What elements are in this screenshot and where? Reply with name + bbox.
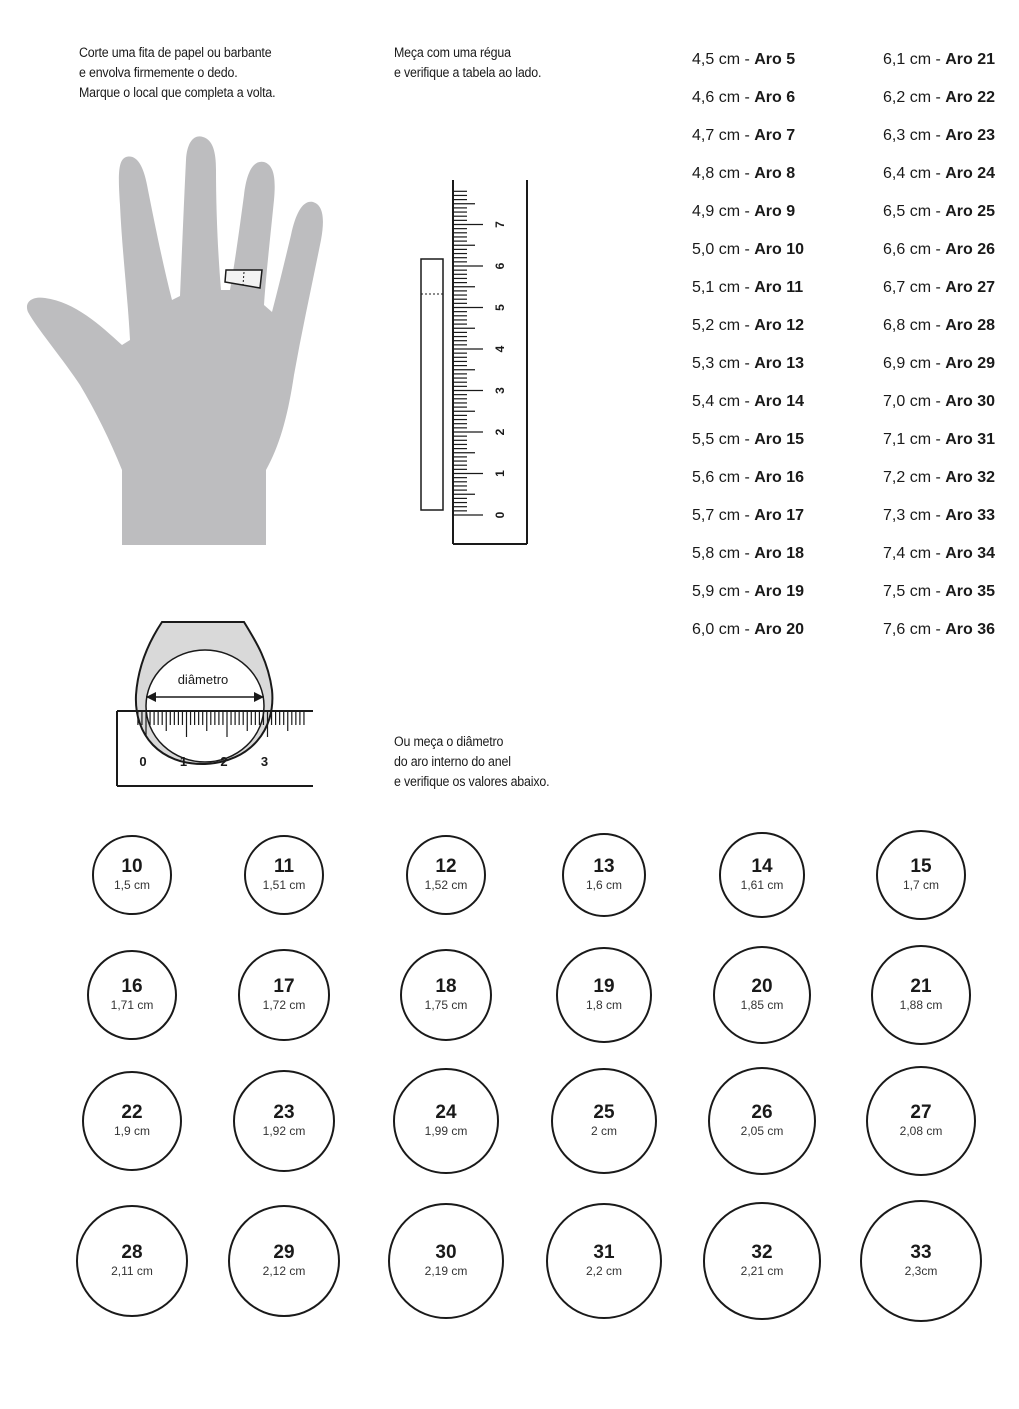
size-aro: Aro 16 [754,469,805,486]
size-circumference: 6,7 cm - [883,279,946,296]
size-aro: Aro 24 [945,165,996,182]
size-circumference: 5,2 cm - [692,317,755,334]
ring-size-diameter: 2,08 cm [899,1123,943,1138]
ring-size-number: 13 [593,855,615,877]
ruler-tick-label: 1 [179,754,188,769]
size-table-row [883,41,995,79]
size-aro: Aro 20 [754,621,805,638]
size-table-row [692,231,804,269]
size-aro: Aro 11 [754,279,804,296]
ring-size-diameter: 2,19 cm [424,1263,468,1278]
size-circumference: 4,6 cm - [692,89,755,106]
size-table-row [692,497,804,535]
ring-size-circle [562,833,647,918]
ring-size-number: 22 [121,1101,143,1123]
size-circumference: 6,8 cm - [883,317,946,334]
size-circumference: 7,3 cm - [883,507,946,524]
size-circumference: 6,6 cm - [883,241,946,258]
ruler-tick-label: 5 [493,304,508,311]
size-table-row [883,421,995,459]
ring-size-number: 10 [121,856,143,877]
size-table-right [883,41,995,649]
size-table-row [883,79,995,117]
ring-size-circle [876,830,966,920]
ruler-tick-label: 4 [493,345,508,353]
size-circumference: 7,0 cm - [883,393,946,410]
size-aro: Aro 27 [945,279,996,296]
ring-size-number: 27 [910,1101,932,1123]
ring-size-circle [87,950,178,1041]
size-circumference: 5,3 cm - [692,355,755,372]
ring-size-number: 25 [593,1102,615,1123]
ring-size-circle [233,1070,335,1172]
ring-size-circle [871,945,971,1045]
ring-size-diameter: 1,5 cm [113,878,150,892]
size-table-row [883,459,995,497]
ring-size-number: 18 [435,976,457,997]
ring-size-diameter: 2,12 cm [262,1263,306,1278]
size-table-left [692,41,804,649]
size-aro: Aro 35 [945,583,996,600]
ring-size-diameter: 1,72 cm [262,997,306,1012]
ring-size-diameter: 1,61 cm [740,877,784,892]
size-aro: Aro 28 [945,317,996,334]
ring-size-circle [860,1200,982,1322]
ring-size-diameter: 2,21 cm [740,1263,784,1278]
ring-size-number: 11 [273,855,295,877]
tape-instruction-line: Corte uma fita de papel ou barbante [79,45,272,60]
ring-size-diameter: 2,2 cm [585,1263,622,1278]
size-table-row [883,231,995,269]
size-circumference: 7,5 cm - [883,583,946,600]
ring-size-diameter: 1,51 cm [262,877,306,892]
ring-size-diameter: 1,71 cm [110,997,154,1012]
ring-size-number: 29 [273,1241,295,1263]
ring-size-number: 31 [593,1241,615,1263]
ruler-tick-label: 2 [220,754,228,769]
ring-size-number: 21 [910,975,932,997]
ring-size-circle [719,832,804,917]
size-table-row [883,497,995,535]
ring-size-circle [708,1067,817,1176]
ring-size-circle [76,1205,188,1317]
ring-size-circle [866,1066,976,1176]
ruler-tick-label: 0 [493,511,508,519]
ruler-instruction-line: Meça com uma régua [394,45,511,60]
size-circumference: 4,9 cm - [692,203,755,220]
size-table-row [692,573,804,611]
ring-size-diameter: 2,3cm [904,1263,938,1278]
ring-size-number: 30 [435,1241,457,1263]
ring-size-diameter: 1,75 cm [424,998,468,1012]
size-aro: Aro 15 [754,431,805,448]
hand-icon [27,136,323,545]
ring-size-diameter: 1,85 cm [740,997,784,1012]
size-table-row [692,41,804,79]
size-table-row [883,117,995,155]
size-aro: Aro 6 [754,89,796,106]
ring-size-number: 15 [910,856,932,877]
ring-size-diameter: 2,05 cm [740,1123,784,1138]
size-circumference: 4,8 cm - [692,165,755,182]
size-table-row [883,535,995,573]
ring-size-number: 16 [121,975,143,997]
ring-size-number: 17 [273,975,295,997]
size-circumference: 4,7 cm - [692,127,755,144]
ring-size-number: 19 [593,975,615,997]
ring-size-number: 32 [751,1241,773,1263]
size-aro: Aro 7 [754,127,796,144]
size-table-row [883,573,995,611]
size-circumference: 6,4 cm - [883,165,946,182]
size-circumference: 5,9 cm - [692,583,755,600]
size-aro: Aro 17 [754,507,805,524]
size-aro: Aro 22 [945,89,996,106]
ruler-tick-label: 1 [493,470,508,477]
diameter-instruction-line: do aro interno do anel [394,754,511,769]
size-table-row [883,345,995,383]
size-table-row [692,269,804,307]
size-table-row [692,421,804,459]
size-circumference: 7,2 cm - [883,469,946,486]
ring-size-number: 20 [751,975,773,997]
ring-size-circle [82,1071,183,1172]
size-circumference: 6,5 cm - [883,203,946,220]
ring-size-circle [388,1203,504,1319]
size-table-row [692,155,804,193]
size-table-row [692,307,804,345]
size-table-row [883,611,995,649]
size-aro: Aro 9 [754,203,796,220]
size-aro: Aro 14 [754,393,805,410]
size-circumference: 5,0 cm - [692,241,755,258]
ring-size-diameter: 1,6 cm [585,877,622,892]
size-table-row [692,383,804,421]
size-aro: Aro 19 [754,583,805,600]
ring-size-number: 12 [435,855,457,877]
ring-size-number: 14 [751,855,773,877]
size-circumference: 5,5 cm - [692,431,755,448]
diameter-label: diâmetro [177,672,229,687]
ring-size-circles [0,830,1019,1390]
size-aro: Aro 10 [754,241,805,258]
size-table-row [692,117,804,155]
ring-size-number: 23 [273,1101,295,1123]
diameter-instruction-line: Ou meça o diâmetro [394,734,504,749]
ruler-tick-label: 7 [493,221,508,228]
size-table-row [883,193,995,231]
ring-size-circle [393,1068,498,1173]
ring-diameter-diagram [117,622,313,786]
ring-size-number: 26 [751,1101,773,1123]
ring-size-circle [406,835,487,916]
size-aro: Aro 29 [945,355,996,372]
tape-instruction-line: Marque o local que completa a volta. [79,85,276,100]
ring-size-diameter: 1,7 cm [902,878,939,892]
size-aro: Aro 33 [945,507,996,524]
ring-size-diameter: 1,9 cm [113,1123,150,1138]
size-aro: Aro 31 [945,431,996,448]
ruler-tick-label: 3 [493,387,508,394]
size-circumference: 6,2 cm - [883,89,946,106]
ring-size-diameter: 1,88 cm [899,997,943,1012]
ring-size-circle [551,1068,657,1174]
size-table-row [883,269,995,307]
ring-size-diameter: 1,99 cm [424,1123,468,1138]
size-table-row [883,383,995,421]
size-table-row [692,193,804,231]
size-circumference: 6,9 cm - [883,355,946,372]
size-table-row [692,459,804,497]
size-aro: Aro 26 [945,241,996,258]
ring-size-number: 28 [121,1241,143,1263]
size-table-row [692,535,804,573]
paper-strip [421,259,443,510]
ring-size-circle [703,1202,820,1319]
ring-size-circle [238,949,329,1040]
size-circumference: 6,3 cm - [883,127,946,144]
vertical-ruler [421,180,527,544]
size-aro: Aro 21 [945,51,996,68]
size-table-row [883,307,995,345]
ring-size-diameter: 2,11 cm [111,1263,153,1278]
size-aro: Aro 25 [945,203,996,220]
ruler-tick-label: 3 [260,754,269,769]
ring-size-diameter: 1,92 cm [262,1123,306,1138]
ring-size-diameter: 1,52 cm [424,877,468,892]
size-circumference: 5,4 cm - [692,393,755,410]
ring-size-circle [244,835,324,915]
size-table-row [692,345,804,383]
size-aro: Aro 30 [945,393,996,410]
ring-size-circle [400,949,493,1042]
ring-size-number: 24 [435,1101,457,1123]
size-aro: Aro 18 [754,545,805,562]
size-table-row [883,155,995,193]
size-aro: Aro 5 [754,51,796,68]
ring-size-diameter: 2 cm [590,1124,617,1138]
size-aro: Aro 8 [754,165,796,182]
size-aro: Aro 23 [945,127,996,144]
ring-size-circle [228,1205,340,1317]
size-aro: Aro 12 [754,317,805,334]
size-circumference: 5,1 cm - [692,279,755,296]
tape-instruction-line: e envolva firmemente o dedo. [79,65,238,80]
size-aro: Aro 34 [945,545,996,562]
size-table-row [692,79,804,117]
size-circumference: 5,6 cm - [692,469,755,486]
ruler-tick-label: 6 [493,262,508,270]
ring-size-circle [556,947,651,1042]
ring-size-circle [713,946,811,1044]
size-circumference: 5,7 cm - [692,507,755,524]
ring-size-circle [92,835,172,915]
ring-size-number: 33 [910,1241,932,1263]
ring-size-circle [546,1203,663,1320]
size-circumference: 5,8 cm - [692,545,755,562]
ring-size-diameter: 1,8 cm [585,997,622,1012]
size-table-row [692,611,804,649]
ruler-instruction-line: e verifique a tabela ao lado. [394,65,542,80]
size-aro: Aro 13 [754,355,805,372]
size-circumference: 7,6 cm - [883,621,946,638]
size-circumference: 7,4 cm - [883,545,946,562]
ruler-tick-label: 2 [493,428,508,436]
ruler-tick-label: 0 [139,754,147,769]
size-circumference: 7,1 cm - [883,431,946,448]
diameter-instruction-line: e verifique os valores abaixo. [394,774,550,789]
size-aro: Aro 32 [945,469,996,486]
size-aro: Aro 36 [945,621,996,638]
size-circumference: 6,1 cm - [883,51,946,68]
size-circumference: 6,0 cm - [692,621,755,638]
size-circumference: 4,5 cm - [692,51,755,68]
